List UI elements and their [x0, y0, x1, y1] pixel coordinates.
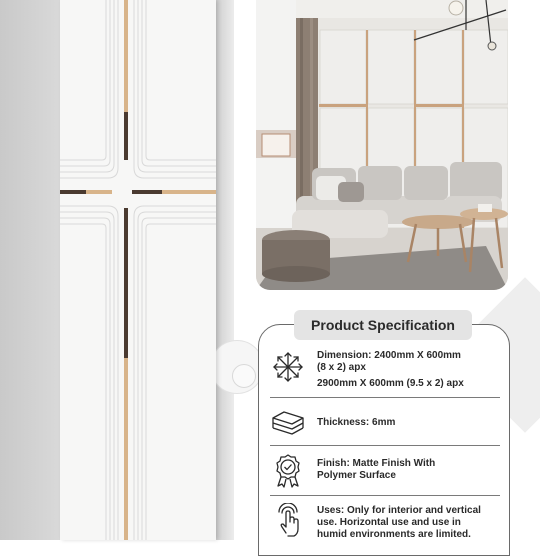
divider [270, 397, 500, 398]
uses-line-3: humid environments are limited. [317, 529, 471, 540]
thickness-text: Thickness: 6mm [317, 417, 396, 428]
layers-icon [270, 406, 306, 440]
room-interior-photo [256, 0, 508, 290]
spec-row-uses [270, 503, 502, 541]
arrows-expand-icon [270, 350, 306, 384]
hand-touch-icon [270, 503, 306, 539]
quality-badge-icon [270, 453, 306, 489]
background-strip [216, 0, 234, 540]
uses-line-2: use. Horizontal use and use in [317, 517, 461, 528]
background-grey-left [0, 0, 60, 540]
spec-row-finish [270, 453, 502, 489]
spec-row-thickness [270, 406, 502, 440]
wall-panel-graphic [60, 0, 216, 540]
divider [270, 495, 500, 496]
background-circle-small [232, 364, 256, 388]
finish-line-2: Polymer Surface [317, 470, 396, 481]
wall-panel-image [60, 0, 216, 540]
finish-line-1: Finish: Matte Finish With [317, 458, 436, 469]
dimension-line-1: Dimension: 2400mm X 600mm [317, 350, 461, 361]
spec-title: Product Specification [294, 310, 472, 340]
spec-row-dimension [270, 350, 502, 390]
room-interior-graphic [256, 0, 508, 290]
dimension-line-2: (8 x 2) apx [317, 362, 366, 373]
divider [270, 445, 500, 446]
dimension-line-3: 2900mm X 600mm (9.5 x 2) apx [317, 378, 464, 389]
uses-line-1: Uses: Only for interior and vertical [317, 505, 481, 516]
